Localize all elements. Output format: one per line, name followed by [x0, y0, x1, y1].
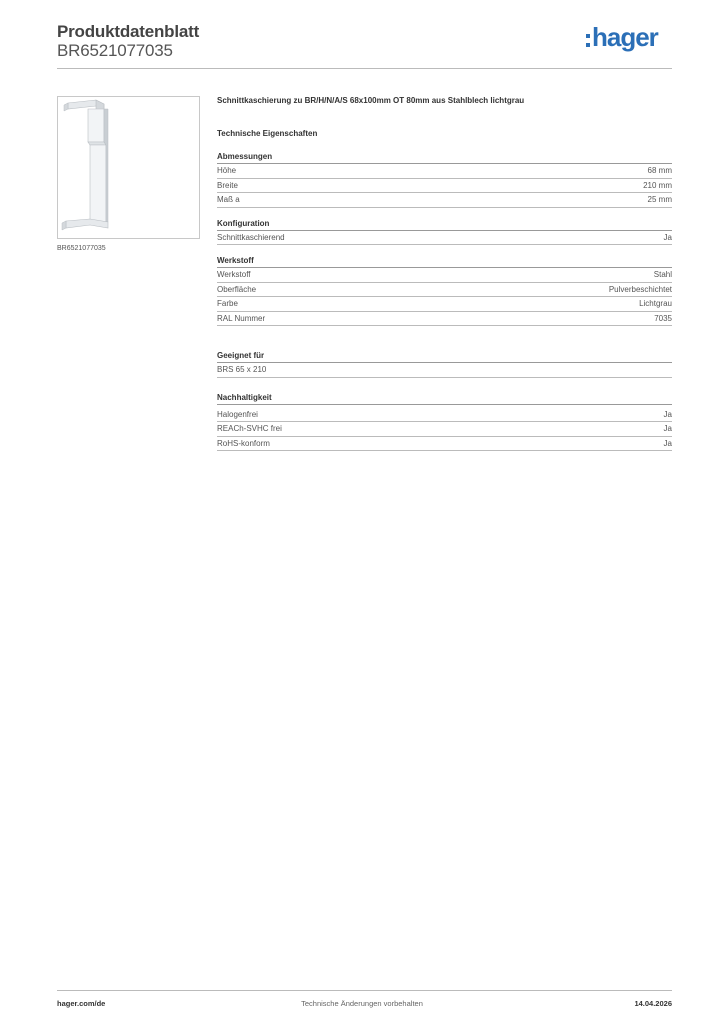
footer-notice: Technische Änderungen vorbehalten [301, 999, 423, 1008]
section-material [217, 255, 672, 326]
property-label: Schnittkaschierend [217, 232, 285, 242]
property-value: 25 mm [647, 195, 672, 204]
section-title: Konfiguration [217, 218, 672, 231]
section-title: Werkstoff [217, 255, 672, 268]
logo-dots-icon [586, 34, 590, 48]
section-dimensions [217, 151, 672, 208]
property-label: Breite [217, 180, 238, 190]
property-value: 7035 [654, 313, 672, 323]
property-row [217, 164, 672, 179]
property-row [217, 193, 672, 208]
property-value: Lichtgrau [639, 299, 672, 308]
property-row [217, 231, 672, 246]
property-label: Farbe [217, 299, 238, 308]
product-content [217, 96, 672, 451]
product-description: Schnittkaschierung zu BR/H/N/A/S 68x100mm OT 80mm aus Stahlblech lichtgrau [217, 96, 525, 105]
property-row [217, 408, 672, 423]
property-label: RoHS-konform [217, 438, 270, 448]
property-label: Werkstoff [217, 270, 251, 279]
property-label: Oberfläche [217, 284, 257, 294]
property-label: Höhe [217, 166, 237, 175]
property-row [217, 422, 672, 437]
property-value: Ja [663, 409, 672, 419]
footer-date: 14.04.2026 [634, 999, 672, 1008]
document-header [57, 20, 672, 70]
image-caption: BR6521077035 [57, 245, 106, 252]
footer-divider [57, 990, 672, 991]
property-row [217, 312, 672, 327]
hager-logo[interactable] [582, 24, 672, 54]
property-value: 68 mm [647, 166, 672, 175]
property-row [217, 268, 672, 283]
property-value: 210 mm [643, 180, 672, 190]
property-row [217, 283, 672, 298]
document-title: Produktdatenblatt [57, 22, 200, 41]
section-title: Nachhaltigkeit [217, 392, 672, 405]
footer-website-link[interactable]: hager.com/de [57, 999, 106, 1008]
section-title: Geeignet für [217, 350, 672, 363]
property-label: Maß a [217, 195, 240, 204]
property-value: Pulverbeschichtet [608, 284, 672, 294]
property-value: Stahl [653, 270, 672, 279]
article-number: BR6521077035 [57, 41, 173, 60]
property-label: RAL Nummer [217, 313, 266, 323]
property-value: Ja [663, 424, 672, 433]
header-divider [57, 68, 672, 69]
property-row [217, 179, 672, 194]
property-row [217, 297, 672, 312]
property-label: REACh-SVHC frei [217, 424, 282, 433]
property-row [217, 437, 672, 452]
section-configuration [217, 218, 672, 246]
logo-wordmark: hager [592, 22, 658, 52]
section-title: Abmessungen [217, 151, 672, 164]
technical-properties-heading: Technische Eigenschaften [217, 129, 318, 138]
section-sustainability [217, 392, 672, 452]
property-value: Ja [663, 232, 672, 242]
property-row [217, 363, 672, 378]
section-suitable-for [217, 350, 672, 378]
product-image [57, 96, 200, 239]
property-label: BRS 65 x 210 [217, 365, 267, 374]
property-label: Halogenfrei [217, 409, 258, 419]
steel-cover-bracket-icon [58, 97, 199, 238]
property-value: Ja [663, 438, 672, 448]
